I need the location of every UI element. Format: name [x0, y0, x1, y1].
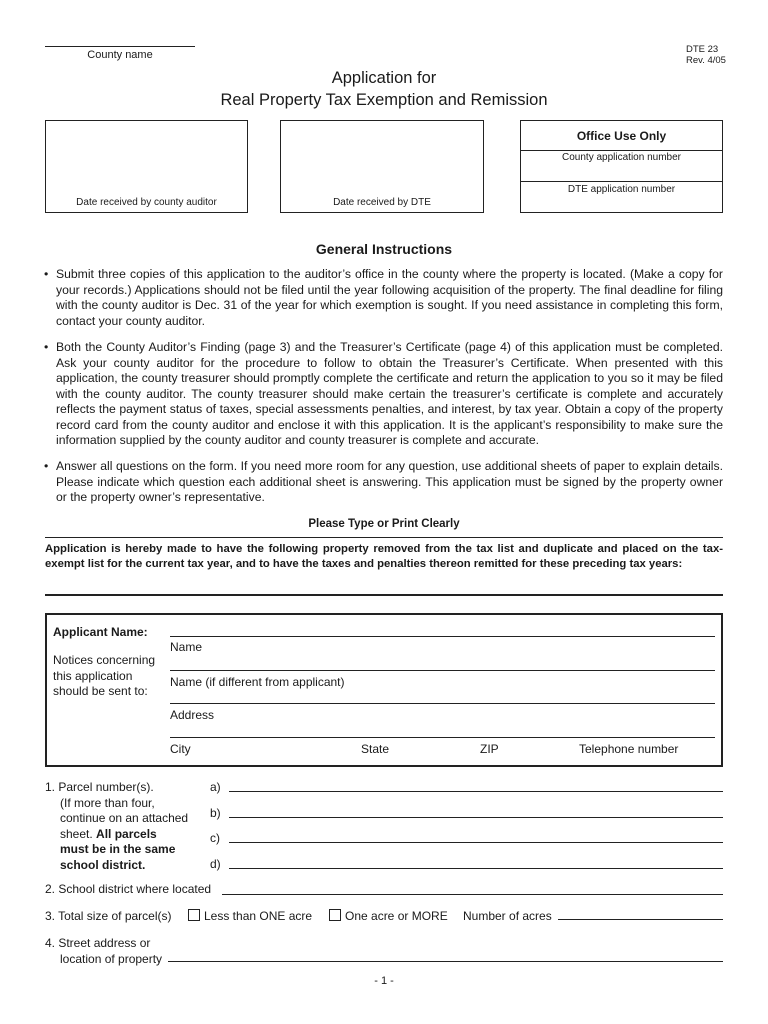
- parcel-c-line[interactable]: [229, 842, 723, 843]
- dte-received-label: Date received by DTE: [333, 197, 431, 208]
- q3-option-less[interactable]: [188, 909, 312, 923]
- dte-received-box[interactable]: [280, 120, 484, 213]
- parcel-b-label: b): [210, 806, 221, 820]
- city-state-zip-line[interactable]: [170, 737, 715, 738]
- print-clearly-notice: Please Type or Print Clearly: [308, 518, 460, 530]
- school-district-line[interactable]: [222, 894, 723, 895]
- address-line[interactable]: [170, 703, 715, 704]
- bullet-3: •: [44, 459, 49, 473]
- bullet-1: •: [44, 267, 49, 281]
- q1-cont-2: continue on an attached: [60, 811, 189, 825]
- parcel-a-line[interactable]: [229, 791, 723, 792]
- office-use-title: Office Use Only: [576, 129, 667, 143]
- alt-name-label: Name (if different from applicant): [170, 675, 345, 689]
- instruction-item-2: [44, 340, 723, 449]
- q3-label: 3. Total size of parcel(s): [45, 909, 172, 923]
- alt-name-line[interactable]: [170, 670, 715, 671]
- one-acre-or-more-label: One acre or MORE: [345, 909, 448, 923]
- name-label: Name: [170, 640, 203, 654]
- parcel-a-label: a): [210, 780, 221, 794]
- county-app-number-label: County application number: [562, 152, 681, 163]
- one-acre-or-more-checkbox[interactable]: [329, 909, 341, 921]
- number-of-acres-line[interactable]: [558, 919, 723, 920]
- instruction-text-2: Both the County Auditor’s Finding (page 3) and the Treasurer’s Certificate (page 4) of this application must be completed. Ask your county auditor for the procedure to follow to obtain the Treasurer’s Certificate. When presented with this application, the county treasurer should promptly complete the certificate and return the application to you so it may be filed with the county auditor. The county treasurer should make certain the treasurer’s certificate is complete and accurately reflects the payment status of taxes, special assessments penalties, and interest, by tax year. Obtain a copy of the property record card from the county auditor and enclose it with this application. It is the applicant’s responsibility to make sure the information supplied by the county auditor and county treasurer is complete and accurate.: [56, 340, 723, 447]
- office-use-divider-2: [521, 181, 722, 182]
- q1-cont-1: (If more than four,: [60, 795, 155, 810]
- page-number: - 1 -: [374, 975, 394, 987]
- auditor-received-label: Date received by county auditor: [76, 197, 217, 208]
- number-of-acres-label: Number of acres: [463, 909, 552, 923]
- q1-cont-3: sheet.: [60, 826, 97, 841]
- form-revision: Rev. 4/05: [686, 55, 726, 66]
- instruction-item-3: [44, 459, 723, 506]
- statement-top-rule: [45, 537, 723, 538]
- q1-text: [45, 780, 205, 873]
- county-name-label: County name: [87, 49, 153, 61]
- city-label: City: [170, 742, 191, 756]
- instruction-text-1: Submit three copies of this application to the auditor’s office in the county where the property is located. (Make a copy for your records.) Applications should not be filed until the year following acquisition of the property. The final deadline for filing with the county auditor is Dec. 31 of the year for which exemption is sought. If you need assistance in completing this form, contact your county auditor.: [56, 267, 723, 328]
- parcel-d-line[interactable]: [229, 868, 723, 869]
- q1-bold-2: must be in the same: [60, 842, 176, 856]
- zip-label: ZIP: [480, 742, 499, 756]
- q4-label: [45, 935, 162, 967]
- county-name-line[interactable]: [45, 46, 195, 47]
- dte-app-number-label: DTE application number: [567, 184, 676, 195]
- notices-text: Notices concerning this application should be sent to:: [53, 653, 156, 698]
- auditor-received-box[interactable]: [45, 120, 248, 213]
- q4-line-2: location of property: [60, 952, 163, 966]
- q1-cont-3-bold: All parcels: [96, 826, 157, 841]
- form-code: DTE 23: [686, 44, 719, 55]
- applicant-name-line[interactable]: [170, 636, 715, 637]
- office-use-box: [520, 120, 723, 213]
- instruction-text-3: Answer all questions on the form. If you need more room for any question, use additional sheets of paper to explain details. Please indicate which question each additional sheet is answering. This application must be signed by the property owner or the property owner’s representative.: [56, 459, 723, 504]
- office-use-divider-1: [521, 150, 722, 151]
- instruction-item-1: [44, 267, 723, 329]
- application-statement: Application is hereby made to have the following property removed from the tax list and duplicate and placed on the tax-exempt list for the current tax year, and to have the taxes and penalties thereon remitted for these preceding tax years:: [45, 543, 723, 570]
- less-than-one-acre-label: Less than ONE acre: [204, 909, 313, 923]
- street-address-line[interactable]: [168, 961, 723, 962]
- parcel-b-line[interactable]: [229, 817, 723, 818]
- bullet-2: •: [44, 340, 49, 354]
- telephone-label: Telephone number: [579, 742, 679, 756]
- tax-years-line[interactable]: [45, 594, 723, 596]
- q4-line-1: 4. Street address or: [45, 936, 151, 950]
- title-line-2: Real Property Tax Exemption and Remission: [220, 91, 548, 109]
- title-line-1: Application for: [331, 69, 437, 87]
- parcel-d-label: d): [210, 857, 221, 871]
- q3-option-more[interactable]: [329, 909, 448, 923]
- parcel-c-label: c): [210, 831, 220, 845]
- instructions-heading: General Instructions: [315, 241, 453, 257]
- q1-bold-3: school district.: [60, 857, 146, 872]
- applicant-name-heading: Applicant Name:: [53, 625, 148, 639]
- address-label: Address: [170, 708, 215, 722]
- q2-label: 2. School district where located: [45, 882, 212, 896]
- less-than-one-acre-checkbox[interactable]: [188, 909, 200, 921]
- q1-intro: 1. Parcel number(s).: [45, 780, 154, 794]
- state-label: State: [361, 742, 390, 756]
